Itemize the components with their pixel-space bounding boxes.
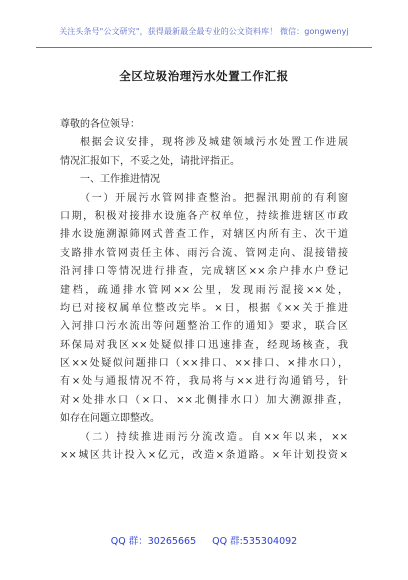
document-title: 全区垃圾治理污水处置工作汇报 [119,69,289,83]
footer-qq-group-2: QQ 群:535304092 [212,536,298,547]
footer-contact [0,533,408,547]
paragraph-line: 如存在问题立即整改。 [60,413,160,425]
paragraph-line: 根据会议安排，现将涉及城建领域污水处置工作进展 [80,137,348,149]
salutation: 尊敬的各位领导： [60,119,140,130]
section-heading: 一、工作推进情况 [80,174,160,186]
paragraph-line: 沿河排口等情况进行排查，完成辖区××余户排水户登记 [60,266,348,278]
paragraph-line: 口期，积极对接排水设施各产权单位，持续推进辖区市政 [60,210,348,222]
paragraph-line: 环保局对我区××处疑似排口迅速排查，经现场核查，我 [60,339,348,351]
paragraph-line: ××城区共计投入×亿元，改造×条道路。×年计划投资× [60,450,348,462]
paragraph-line: 支路排水管网责任主体、雨污合流、管网走向、混接错接 [60,247,348,259]
paragraph-line: 建档，疏通排水管网××公里，发现雨污混接××处， [60,284,348,296]
header-banner: 关注头条号"公文研究"，获得最新最全最专业的公文资料库！ 微信：gongwenyj [59,27,349,36]
paragraph-line: 排水设施溯源筛网式普查工作，对辖区内所有主、次干道 [60,229,348,241]
subsection-heading: （二）持续推进雨污分流改造。自××年以来，×× [80,431,348,443]
paragraph-line: 区××处疑似问题排口（××排口、××排口、×排水口）， [60,358,348,370]
paragraph-line: 均已对接权属单位整改完毕。×日，根据《××关于推进 [60,302,348,314]
footer-qq-group-1: QQ 群：30265665 [110,536,197,547]
paragraph-line: 入河排口污水流出等问题整治工作的通知》要求，联合区 [60,321,348,333]
paragraph-line: 情况汇报如下，不妥之处，请批评指正。 [60,155,240,167]
document-body [60,116,348,465]
paragraph-line: （一）开展污水管网排查整治。把握汛期前的有利窗 [80,192,348,204]
header-divider [36,47,372,48]
paragraph-line: 对×处排水口（×口、××北侧排水口）加大溯源排查， [60,394,348,406]
paragraph-line: 有×处与通报情况不符，我局将与××进行沟通销号，针 [60,376,348,388]
